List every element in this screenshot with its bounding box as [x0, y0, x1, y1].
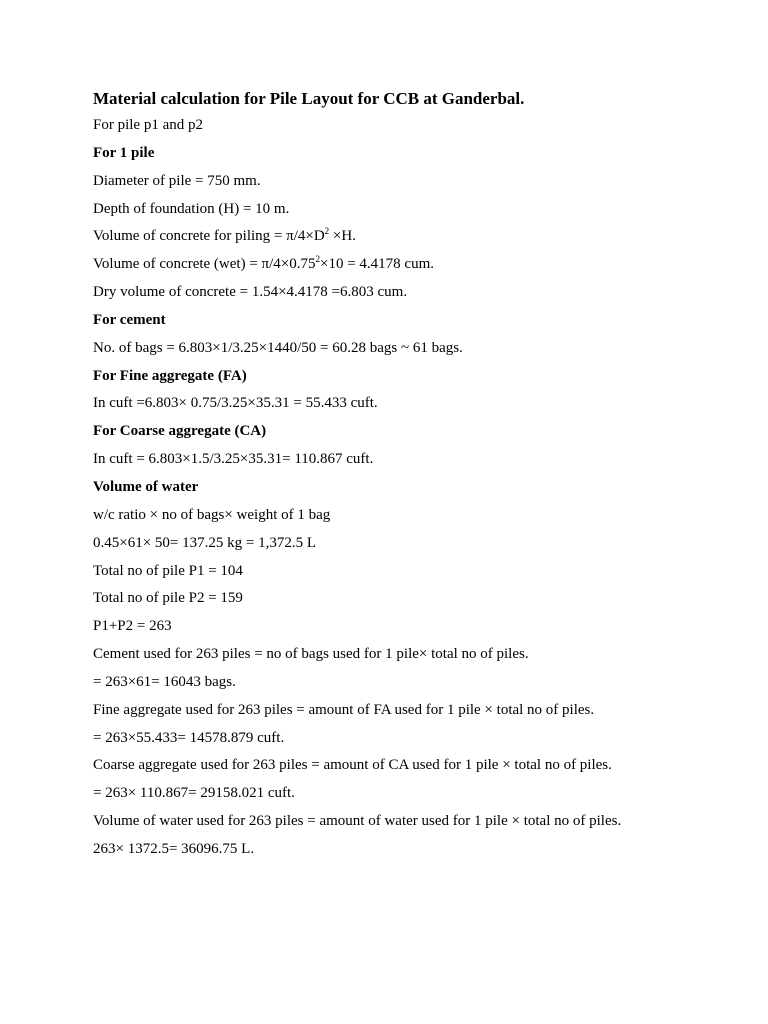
text-line: In cuft =6.803× 0.75/3.25×35.31 = 55.433 cuft. — [93, 395, 378, 412]
section-heading: Volume of water — [93, 478, 199, 495]
section-heading: For cement — [93, 311, 166, 328]
formula-text: ×H. — [329, 228, 356, 245]
text-line: w/c ratio × no of bags× weight of 1 bag — [93, 506, 331, 523]
formula-piling-volume — [93, 223, 733, 251]
document-title: Material calculation for Pile Layout for CCB at Ganderbal. — [93, 89, 525, 108]
text-line: Total no of pile P2 = 159 — [93, 590, 243, 607]
exponent: 2 — [324, 226, 330, 237]
text-line: Dry volume of concrete = 1.54×4.4178 =6.803 cum. — [93, 284, 408, 301]
text-line: Cement used for 263 piles = no of bags used for 1 pile× total no of piles. — [93, 646, 529, 663]
text-line: = 263×61= 16043 bags. — [93, 673, 236, 690]
text-line: Fine aggregate used for 263 piles = amount of FA used for 1 pile × total no of piles. — [93, 701, 595, 718]
document-page — [93, 86, 733, 864]
formula-wet-volume — [93, 251, 733, 279]
text-line: = 263×55.433= 14578.879 cuft. — [93, 729, 285, 746]
text-line: = 263× 110.867= 29158.021 cuft. — [93, 785, 295, 802]
section-heading: For Fine aggregate (FA) — [93, 367, 247, 384]
text-line: Volume of water used for 263 piles = amount of water used for 1 pile × total no of piles. — [93, 813, 622, 830]
text-line: In cuft = 6.803×1.5/3.25×35.31= 110.867 cuft. — [93, 451, 374, 468]
text-line: No. of bags = 6.803×1/3.25×1440/50 = 60.28 bags ~ 61 bags. — [93, 339, 463, 356]
text-line: P1+P2 = 263 — [93, 618, 172, 635]
section-heading: For 1 pile — [93, 144, 155, 161]
text-line: Total no of pile P1 = 104 — [93, 562, 243, 579]
text-line: Coarse aggregate used for 263 piles = amount of CA used for 1 pile × total no of piles. — [93, 757, 612, 774]
text-line: 263× 1372.5= 36096.75 L. — [93, 840, 255, 857]
text-line: For pile p1 and p2 — [93, 117, 203, 133]
text-line: Diameter of pile = 750 mm. — [93, 172, 261, 189]
formula-text: Volume of concrete for piling = π/4×D — [93, 228, 325, 245]
exponent: 2 — [315, 254, 320, 265]
text-line: Depth of foundation (H) = 10 m. — [93, 200, 290, 217]
formula-text: ×10 = 4.4178 cum. — [320, 256, 434, 273]
formula-text: Volume of concrete (wet) = π/4×0.75 — [93, 256, 316, 273]
text-line: 0.45×61× 50= 137.25 kg = 1,372.5 L — [93, 534, 317, 551]
section-heading: For Coarse aggregate (CA) — [93, 423, 267, 440]
